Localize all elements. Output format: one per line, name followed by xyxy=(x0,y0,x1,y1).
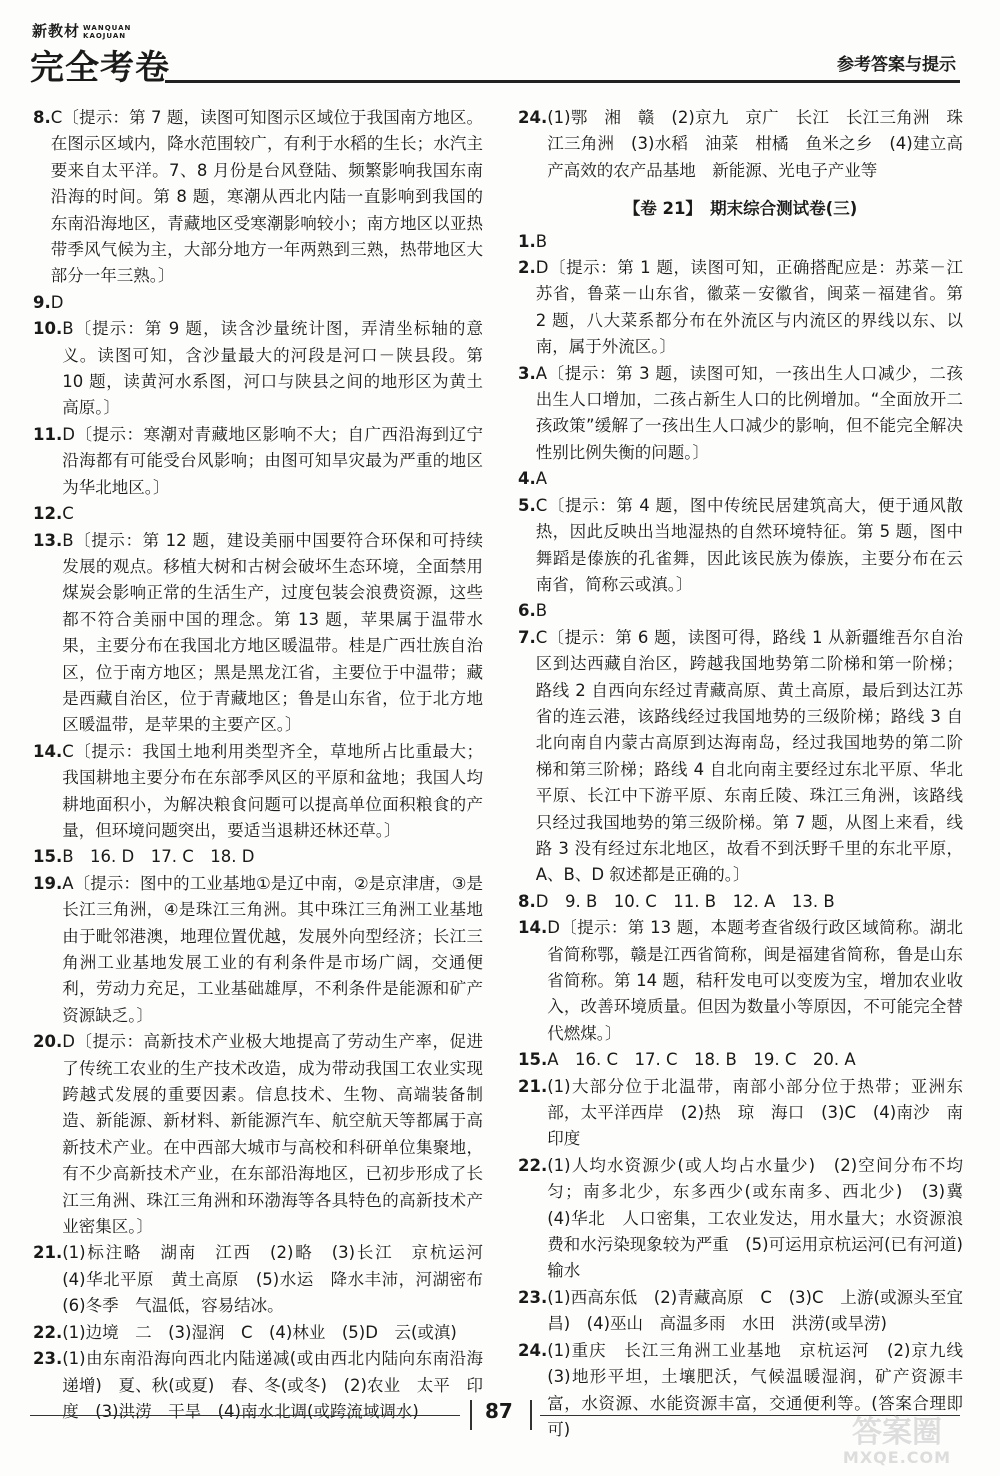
answer-item xyxy=(518,1153,980,1285)
answer-number: 8. xyxy=(33,108,51,127)
page-header xyxy=(30,20,960,86)
answer-column-right xyxy=(518,105,980,1443)
answer-text: (1)由东南沿海向西北内陆递减(或由西北内陆向东南沿海递增) 夏、秋(或夏) 春、冬(或冬) (2)农业 太平 印度 (3)洪涝 干旱 (4)南水北调(或跨流域调水) xyxy=(62,1349,483,1421)
answer-text: A〔提示：第 3 题，读图可知，一孩出生人口减少，二孩出生人口增加，二孩占新生人口的比例增加。“全面放开二孩政策”缓解了一孩出生人口减少的影响，但不能完全解决性别比例失衡的问题。〕 xyxy=(535,363,963,462)
answer-text: C〔提示：第 7 题，读图可知图示区域位于我国南方地区。在图示区域内，降水范围较广，有利于水稻的生长；水汽主要来自太平洋。7、8 月份是台风登陆、频繁影响我国东南沿海的时间。第 8 题，寒潮从西北内陆一直影响到我国的东南沿海地区，青藏地区受寒潮影响较小；南方地区以亚热带季风气候为主，大部分地方一年两熟到三熟，热带地区大部分一年三熟。〕 xyxy=(50,108,483,286)
answer-item xyxy=(518,255,963,361)
answer-number: 24. xyxy=(518,1340,548,1360)
answer-number: 12. xyxy=(33,504,63,524)
answer-item xyxy=(33,528,483,739)
answer-text: B〔提示：第 12 题，建设美丽中国要符合环保和可持续发展的观点。移植大树和古树会破坏生态环境，全面禁用煤炭会影响正常的生活生产，过度包装会浪费资源，这些都不符合美丽中国的理念。第 13 题，苹果属于温带水果，主要分布在我国北方地区暖温带。桂是广西壮族自治区，位于南方地区；黑是黑龙江省，主要位于中温带；藏是西藏自治区，位于青藏地区；鲁是山东省，位于北方地区暖温带，是苹果的主要产区。〕 xyxy=(62,530,483,735)
answer-number: 14. xyxy=(33,741,63,761)
answer-number: 14. xyxy=(518,918,548,938)
answer-text: B xyxy=(535,231,548,251)
answer-text: B 16. D 17. C 18. D xyxy=(62,847,255,867)
answer-number: 21. xyxy=(518,1076,548,1096)
answer-item xyxy=(33,1029,483,1240)
answer-text: A xyxy=(535,469,548,489)
answer-number: 22. xyxy=(33,1322,63,1342)
answer-list-previous-test xyxy=(518,105,963,184)
answer-item xyxy=(518,889,963,915)
page-number: 87 xyxy=(485,1399,513,1423)
footer-bar-left xyxy=(470,1400,472,1430)
answer-item xyxy=(518,625,963,889)
answer-text: C〔提示：我国土地利用类型齐全，草地所占比重最大；我国耕地主要分布在东部季风区的平原和盆地；我国人均耕地面积小，为解决粮食问题可以提高单位面积粮食的产量，但环境问题突出，要适当退耕还林还草。〕 xyxy=(62,741,483,840)
answer-number: 15. xyxy=(33,847,63,867)
answer-item xyxy=(33,316,483,422)
answer-text: (1)边境 二 (3)湿润 C (4)林业 (5)D 云(或滇) xyxy=(62,1322,457,1342)
series-label xyxy=(32,20,131,41)
answer-number: 11. xyxy=(33,424,63,444)
answer-text: D xyxy=(50,292,64,312)
answer-item xyxy=(518,1285,963,1338)
answer-text: D〔提示：第 1 题，读图可知，正确搭配应是：苏菜－江苏省，鲁菜－山东省，徽菜－安徽省，闽菜－福建省。第 2 题，八大菜系都分布在外流区与内流区的界线以东、以南，属于外流区。〕 xyxy=(535,258,963,357)
answer-item xyxy=(518,1074,980,1153)
brand-pinyin-line-2: KAOJUAN xyxy=(83,31,127,40)
answer-number: 2. xyxy=(518,258,536,278)
answer-item xyxy=(518,1047,963,1073)
answer-number: 22. xyxy=(518,1155,548,1175)
answer-number: 5. xyxy=(518,495,536,515)
answer-item xyxy=(518,466,963,492)
answer-list-test-21 xyxy=(518,229,980,1444)
answer-number: 20. xyxy=(33,1032,63,1052)
answer-item xyxy=(518,915,963,1047)
answer-number: 8. xyxy=(518,891,536,911)
answer-item xyxy=(518,105,963,184)
answer-text: B xyxy=(535,601,548,621)
answer-item xyxy=(33,1320,483,1346)
answer-number: 7. xyxy=(518,627,536,647)
header-section-title: 参考答案与提示 xyxy=(837,55,956,75)
answer-item xyxy=(518,229,963,255)
answer-number: 15. xyxy=(518,1050,548,1070)
page-footer xyxy=(30,1395,960,1435)
watermark-url: MXQE.COM xyxy=(842,1448,952,1467)
brand-pinyin xyxy=(83,24,131,40)
answer-text: B〔提示：第 9 题，读含沙量统计图，弄清坐标轴的意义。读图可知，含沙量最大的河段是河口－陕县段。第 10 题，读黄河水系图，河口与陕县之间的地形区为黄土高原。〕 xyxy=(62,319,483,418)
answer-text: D〔提示：高新技术产业极大地提高了劳动生产率，促进了传统工农业的生产技术改造，成为带动我国工农业实现跨越式发展的重要因素。信息技术、生物、高端装备制造、新能源、新材料、新能源汽车、航空航天等都属于高新技术产业。在中西部大城市与高校和科研单位集聚地，有不少高新技术产业，在东部沿海地区，已初步形成了长江三角洲、珠江三角洲和环渤海等各具特色的高新技术产业密集区。〕 xyxy=(62,1032,483,1237)
watermark-logo: 答案圈 xyxy=(852,1415,942,1450)
answer-item xyxy=(33,1240,500,1319)
answer-number: 24. xyxy=(518,108,548,127)
answer-text: (1)大部分位于北温带，南部小部分位于热带；亚洲东部，太平洋西岸 (2)热 琼 海口 (3)C (4)南沙 南 印度 xyxy=(547,1076,980,1149)
footer-bar-right xyxy=(530,1400,532,1430)
answer-text: A〔提示：图中的工业基地①是辽中南，②是京津唐，③是长江三角洲，④是珠江三角洲。其中珠江三角洲工业基地由于毗邻港澳，地理位置优越，发展外向型经济；长江三角洲工业基地发展工业的有利条件是市场广阔，交通便利，劳动力充足，工业基础雄厚，不利条件是能源和矿产资源缺乏。〕 xyxy=(62,873,483,1025)
answer-text: A 16. C 17. C 18. B 19. C 20. A xyxy=(547,1050,856,1070)
answer-item xyxy=(33,105,483,290)
answer-item xyxy=(518,361,963,467)
answer-text: D〔提示：第 13 题，本题考查省级行政区域简称。湖北省简称鄂，赣是江西省简称，闽是福建省简称，鲁是山东省简称。第 14 题，秸秆发电可以变废为宝，增加农业收入，改善环境质量。但因为数量小等原因，不可能完全替代燃煤。〕 xyxy=(547,918,963,1043)
answer-item xyxy=(33,844,483,870)
answer-text: (1)标注略 湖南 江西 (2)略 (3)长江 京杭运河 (4)华北平原 黄土高原 (5)水运 降水丰沛，河湖密布 (6)冬季 气温低，容易结冰。 xyxy=(62,1243,500,1316)
answer-text: (1)人均水资源少(或人均占水量少) (2)空间分布不均匀；南多北少，东多西少(或东南多、西北少) (3)冀 (4)华北 人口密集，工农业发达，用水量大；水资源浪费和水污染现象较为严重 (5)可运用京杭运河(已有河道)输水 xyxy=(547,1155,980,1281)
answer-item xyxy=(518,598,963,624)
site-watermark xyxy=(822,1415,972,1470)
answer-text: C xyxy=(62,504,74,524)
footer-rule-left xyxy=(30,1415,460,1416)
test-section-title: 【卷 21】 期末综合测试卷(三) xyxy=(623,199,858,219)
answer-number: 9. xyxy=(33,292,51,312)
answer-text: D〔提示：寒潮对青藏地区影响不大；自广西沿海到辽宁沿海都有可能受台风影响；由图可知旱灾最为严重的地区为华北地区。〕 xyxy=(62,424,483,497)
answer-text: D 9. B 10. C 11. B 12. A 13. B xyxy=(535,891,835,911)
answer-number: 13. xyxy=(33,530,63,550)
brand-logo-text: 完全考卷 xyxy=(30,48,170,88)
answer-number: 6. xyxy=(518,601,536,621)
answer-text: C〔提示：第 4 题，图中传统民居建筑高大，便于通风散热，因此反映出当地湿热的自然环境特征。第 5 题，图中舞蹈是傣族的孔雀舞，因此该民族为傣族，主要分布在云南省，简称云或滇。〕 xyxy=(535,495,963,594)
answer-item xyxy=(33,422,483,501)
brand-pinyin-line-1: WANQUAN xyxy=(83,23,132,32)
header-rule xyxy=(165,80,960,83)
answer-item xyxy=(33,501,483,527)
answer-number: 10. xyxy=(33,319,63,339)
answer-item xyxy=(518,493,963,599)
answer-text: (1)西高东低 (2)青藏高原 C (3)C 上游(或源头至宜昌) (4)巫山 高温多雨 水田 洪涝(或旱涝) xyxy=(547,1287,963,1334)
answer-number: 4. xyxy=(518,469,536,489)
answer-number: 23. xyxy=(33,1349,63,1369)
answer-number: 21. xyxy=(33,1243,63,1263)
answer-item xyxy=(33,871,483,1029)
answer-number: 1. xyxy=(518,231,536,251)
answer-number: 19. xyxy=(33,873,63,893)
answer-text: C〔提示：第 6 题，读图可得，路线 1 从新疆维吾尔自治区到达西藏自治区，跨越我国地势第二阶梯和第一阶梯；路线 2 自西向东经过青藏高原、黄土高原，最后到达江苏省的连云港，该路线经过我国地势的三级阶梯；路线 3 自北向南自内蒙古高原到达海南岛，经过我国地势的第二阶梯和第三阶梯；路线 4 自北向南主要经过东北平原、华北平原、长江中下游平原、东南丘陵、珠江三角洲，该路线只经过我国地势的第三级阶梯。第 7 题，从图上来看，线路 3 没有经过东北地区，故看不到沃野千里的东北平原，A、B、D 叙述都是正确的。〕 xyxy=(535,627,963,885)
answer-item xyxy=(33,290,483,316)
answer-item xyxy=(33,739,483,845)
answer-number: 3. xyxy=(518,363,536,383)
series-name: 新教材 xyxy=(32,22,81,40)
answer-text: (1)重庆 长江三角洲工业基地 京杭运河 (2)京九线 (3)地形平坦，土壤肥沃，气候温暖湿润，矿产资源丰富，水资源、水能资源丰富，交通便利等。(答案合理即可) xyxy=(547,1340,980,1439)
answer-number: 23. xyxy=(518,1287,548,1307)
answer-text: (1)鄂 湘 赣 (2)京九 京广 长江 长江三角洲 珠江三角洲 (3)水稻 油菜 柑橘 鱼米之乡 (4)建立高产高效的农产品基地 新能源、光电子产业等 xyxy=(547,108,963,180)
